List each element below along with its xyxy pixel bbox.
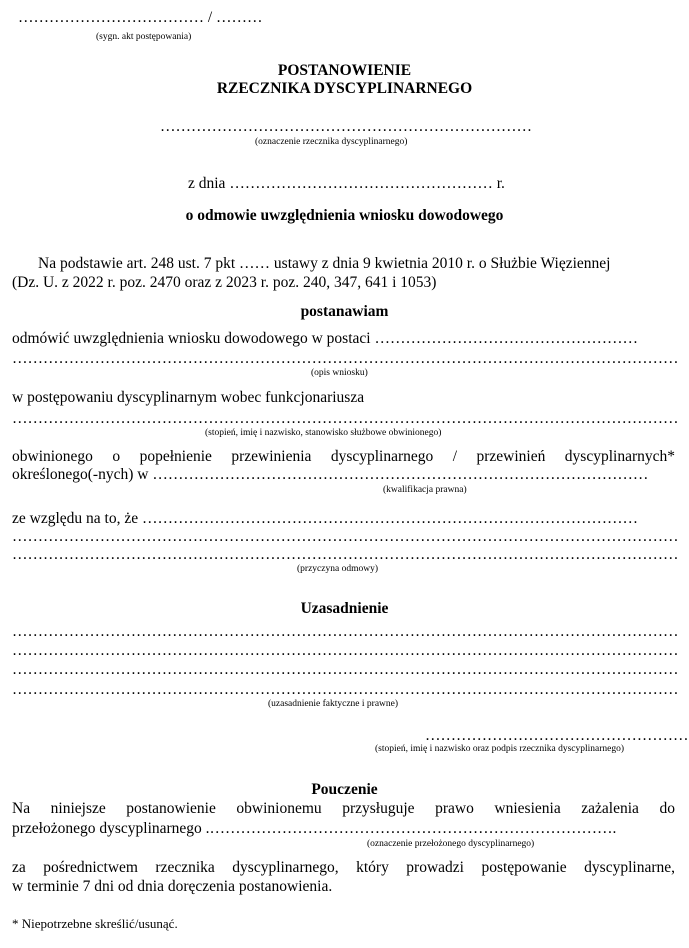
request-line2: ………………………………………………………………………………………………………………… [12, 350, 679, 367]
case-number-line: ……………………………… / ……… [18, 9, 263, 26]
charge-line1: obwinionego o popełnienie przewinienia dyscyplinarnego / przewinień dyscyplinarnych* [12, 448, 675, 465]
superior-caption: (oznaczenie przełożonego dyscyplinarnego) [367, 839, 535, 849]
justification-heading: Uzasadnienie [300, 600, 389, 617]
date-line: z dnia …………………………………………… r. [188, 175, 505, 192]
document-title-line2: RZECZNIKA DYSCYPLINARNEGO [216, 80, 473, 97]
signature-line: …………………………………………… [425, 727, 689, 744]
signature-caption: (stopień, imię i nazwisko oraz podpis rzecznika dyscyplinarnego) [375, 744, 625, 754]
proceeding-line1: w postępowaniu dyscyplinarnym wobec funkcjonariusza [12, 389, 365, 406]
request-line1: odmówić uwzględnienia wniosku dowodowego w postaci …………………………………………… [12, 330, 638, 347]
case-number-caption: (sygn. akt postępowania) [96, 32, 192, 42]
instruction-line4: w terminie 7 dni od dnia doręczenia postanowienia. [12, 878, 333, 895]
justification-line3: ………………………………………………………………………………………………………………… [12, 661, 679, 678]
justification-caption: (uzasadnienie faktyczne i prawne) [268, 699, 399, 709]
justification-line2: ………………………………………………………………………………………………………………… [12, 642, 679, 659]
document-title-line1: POSTANOWIENIE [277, 62, 412, 79]
decision-heading: postanawiam [300, 303, 389, 320]
instruction-line2: przełożonego dyscyplinarnego .……………………………………………………………………. [12, 820, 617, 837]
reason-line3: ………………………………………………………………………………………………………………… [12, 546, 679, 563]
subject-heading: o odmowie uwzględnienia wniosku dowodowego [185, 207, 504, 224]
reason-caption: (przyczyna odmowy) [297, 564, 378, 574]
justification-line4: ………………………………………………………………………………………………………………… [12, 681, 679, 698]
officer-designation-caption: (oznaczenie rzecznika dyscyplinarnego) [255, 137, 408, 147]
legal-basis-line1: Na podstawie art. 248 ust. 7 pkt …… ustawy z dnia 9 kwietnia 2010 r. o Służbie Więziennej [38, 255, 611, 272]
charge-caption: (kwalifikacja prawna) [383, 485, 467, 495]
instruction-line1: Na niniejsze postanowienie obwinionemu przysługuje prawo wniesienia zażalenia do [12, 800, 675, 817]
footnote: * Niepotrzebne skreślić/usunąć. [12, 916, 178, 931]
instruction-heading: Pouczenie [311, 781, 378, 798]
officer-designation-line: ……………………………………………………………… [160, 118, 532, 135]
charge-line2: określonego(-nych) w …………………………………………………………………………………… [12, 466, 649, 483]
accused-officer-caption: (stopień, imię i nazwisko, stanowisko służbowe obwinionego) [205, 428, 442, 438]
proceeding-line2: ………………………………………………………………………………………………………………… [12, 410, 679, 427]
legal-basis-line2: (Dz. U. z 2022 r. poz. 2470 oraz z 2023 r. poz. 240, 347, 641 i 1053) [12, 274, 437, 291]
request-caption: (opis wniosku) [311, 368, 368, 378]
reason-line2: ………………………………………………………………………………………………………………… [12, 528, 679, 545]
justification-line1: ………………………………………………………………………………………………………………… [12, 623, 679, 640]
instruction-line3: za pośrednictwem rzecznika dyscyplinarnego, który prowadzi postępowanie dyscyplinarne, [12, 859, 675, 876]
reason-line1: ze względu na to, że …………………………………………………………………………………… [12, 510, 638, 527]
